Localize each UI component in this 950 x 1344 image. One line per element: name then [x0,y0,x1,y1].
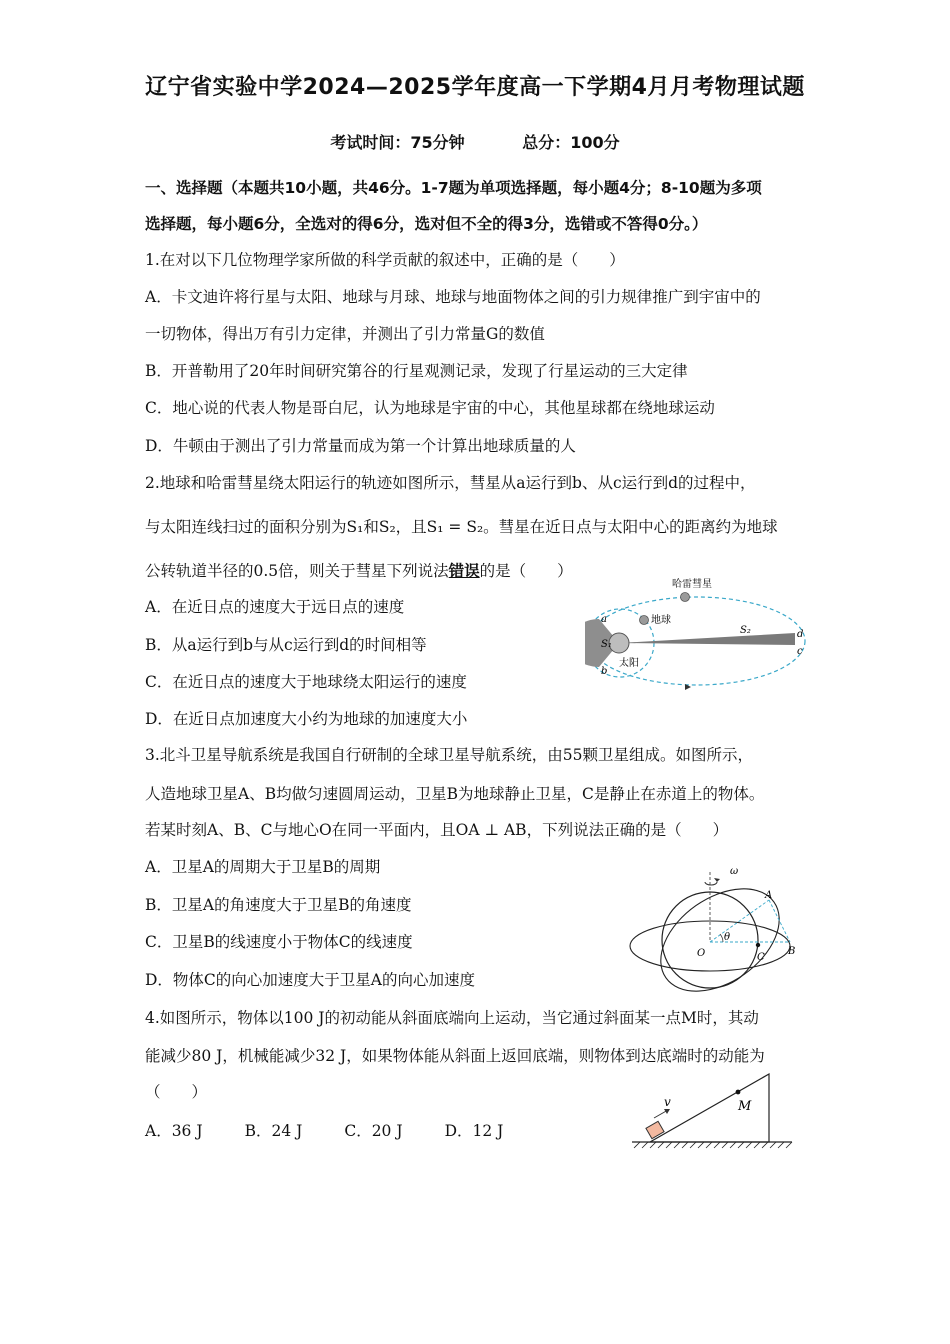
label-omega: ω [730,868,739,877]
label-earth: 地球 [651,615,671,626]
q3-option-c: C．卫星B的线速度小于物体C的线速度 [145,933,413,951]
q2-stem-line3-pre: 公转轨道半径的0.5倍，则关于彗星下列说法 [145,562,449,580]
rotation-arrow [705,882,717,885]
label-m: M [738,1099,752,1114]
q2-emphasis-wrong: 错误 [448,561,480,580]
q1-option-a-line1: A．卡文迪许将行星与太阳、地球与月球、地球与地面物体之间的引力规律推广到宇宙中的 [145,288,761,306]
q3-option-b: B．卫星A的角速度大于卫星B的角速度 [145,896,412,914]
q4-stem-line3: （ ） [145,1083,208,1101]
q3-stem-line1: 3.北斗卫星导航系统是我国自行研制的全球卫星导航系统，由55颗卫星组成。如图所示， [145,746,754,764]
q2-option-c: C．在近日点的速度大于地球绕太阳运行的速度 [145,673,467,691]
label-theta: θ [724,932,731,943]
q4-option-c: C．20 J [344,1122,403,1140]
q3-option-d: D．物体C的向心加速度大于卫星A的向心加速度 [145,971,475,989]
label-c: C [757,952,765,963]
label-d: d [797,629,804,640]
q3-option-a: A．卫星A的周期大于卫星B的周期 [145,858,381,876]
q4-incline-diagram [628,1068,798,1154]
q3-satellite-diagram [625,868,805,993]
earth [640,616,649,625]
sun [609,633,629,653]
q1-stem: 1.在对以下几位物理学家所做的科学贡献的叙述中，正确的是（ ） [145,251,625,269]
q3-stem-line2: 人造地球卫星A、B均做匀速圆周运动，卫星B为地球静止卫星，C是静止在赤道上的物体。 [145,785,765,803]
exam-meta [0,130,950,153]
q2-stem-line3-post: 的是（ ） [479,562,573,580]
label-a: A [765,890,773,901]
q1-option-b: B．开普勒用了20年时间研究第谷的行星观测记录，发现了行星运动的三大定律 [145,362,688,380]
q4-stem-line2: 能减少80 J，机械能减少32 J，如果物体能从斜面上返回底端，则物体到达底端时的动能为 [145,1047,765,1065]
label-a: a [601,614,607,625]
q2-stem-line2: 与太阳连线扫过的面积分别为S₁和S₂，且S₁ = S₂。彗星在近日点与太阳中心的距离约为地球 [145,518,778,536]
q2-option-b: B．从a运行到b与从c运行到d的时间相等 [145,636,427,654]
label-o: O [697,948,706,959]
exam-title: 辽宁省实验中学2024—2025学年度高一下学期4月月考物理试题 [145,75,805,100]
section1-heading-line1: 一、选择题（本题共10小题，共46分。1-7题为单项选择题，每小题4分；8-10题为多项 [145,179,762,197]
label-b: B [788,946,796,957]
q3-stem-line3: 若某时刻A、B、C与地心O在同一平面内，且OA ⊥ AB，下列说法正确的是（ ） [145,821,729,839]
total-score: 总分：100分 [522,133,620,152]
label-b: b [601,666,608,677]
q4-stem-line1: 4.如图所示，物体以100 J的初动能从斜面底端向上运动，当它通过斜面某一点M时，其动 [145,1009,759,1027]
q4-options [145,1121,545,1141]
area-s2 [619,633,795,645]
q1-option-a-line2: 一切物体，得出万有引力定律，并测出了引力常量G的数值 [145,325,545,343]
halley-comet [681,593,690,602]
q4-option-d: D．12 J [444,1122,504,1140]
q4-option-b: B．24 J [244,1122,303,1140]
section1-heading-line2: 选择题，每小题6分，全选对的得6分，选对但不全的得3分，选错或不答得0分。） [145,215,708,233]
rotation-arrowhead [714,878,720,882]
label-comet: 哈雷彗星 [672,579,712,590]
q2-option-a: A．在近日点的速度大于远日点的速度 [145,598,405,616]
q1-option-d: D．牛顿由于测出了引力常量而成为第一个计算出地球质量的人 [145,437,576,455]
orbit-a [642,868,798,993]
theta-arc [720,934,723,942]
label-s2: S₂ [740,625,751,636]
label-s1: S₁ [601,639,612,650]
label-v: v [664,1095,671,1109]
q2-stem-line3 [145,561,573,581]
q2-option-d: D．在近日点加速度大小约为地球的加速度大小 [145,710,468,728]
label-sun: 太阳 [619,658,639,669]
label-c: c [797,646,803,657]
q4-option-a: A．36 J [145,1122,203,1140]
q2-orbit-diagram [585,575,810,695]
q1-option-c: C．地心说的代表人物是哥白尼，认为地球是宇宙的中心，其他星球都在绕地球运动 [145,399,715,417]
object-c [756,943,760,947]
exam-time: 考试时间：75分钟 [330,133,465,152]
q2-stem-line1: 2.地球和哈雷彗星绕太阳运行的轨迹如图所示，彗星从a运行到b、从c运行到d的过程中， [145,474,756,492]
ground-hatching [634,1142,792,1148]
point-m [736,1090,741,1095]
